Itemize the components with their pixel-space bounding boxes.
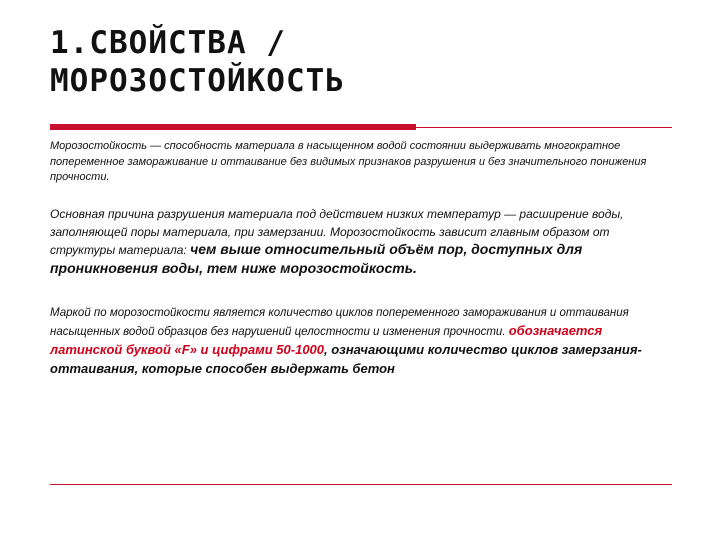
grade-paragraph-emphasis: , означающими количество циклов замерзания-оттаивания, которые способен выдержать бетон xyxy=(50,342,642,376)
slide-title-line-2: МОРОЗОСТОЙКОСТЬ xyxy=(50,63,345,99)
grade-paragraph-highlight: обозначается латинской буквой «F» и цифрами 50-1000 xyxy=(50,323,603,357)
slide-title-line-1: 1.СВОЙСТВА / xyxy=(50,25,286,61)
cause-paragraph xyxy=(50,206,672,278)
slide-title xyxy=(50,24,670,100)
grade-paragraph-text: Маркой по морозостойкости является количество циклов попеременного замораживания и оттаивания насыщенных водой образцов без нарушений целостности и изменения прочности. xyxy=(50,307,629,338)
footer-divider xyxy=(50,484,672,485)
title-divider-accent xyxy=(50,124,416,130)
grade-paragraph xyxy=(50,305,672,379)
cause-paragraph-emphasis: чем выше относительный объём пор, доступных для проникновения воды, тем ниже морозостойкость. xyxy=(50,241,583,276)
cause-paragraph-text: Основная причина разрушения материала под действием низких температур — расширение воды, заполняющей поры материала, при замерзании. Морозостойкость зависит главным образом от структуры материала: xyxy=(50,207,624,257)
definition-paragraph: Морозостойкость — способность материала в насыщенном водой состоянии выдерживать многократное попеременное замораживание и оттаивание без видимых признаков разрушения и без значительного понижения прочности. xyxy=(50,140,647,183)
